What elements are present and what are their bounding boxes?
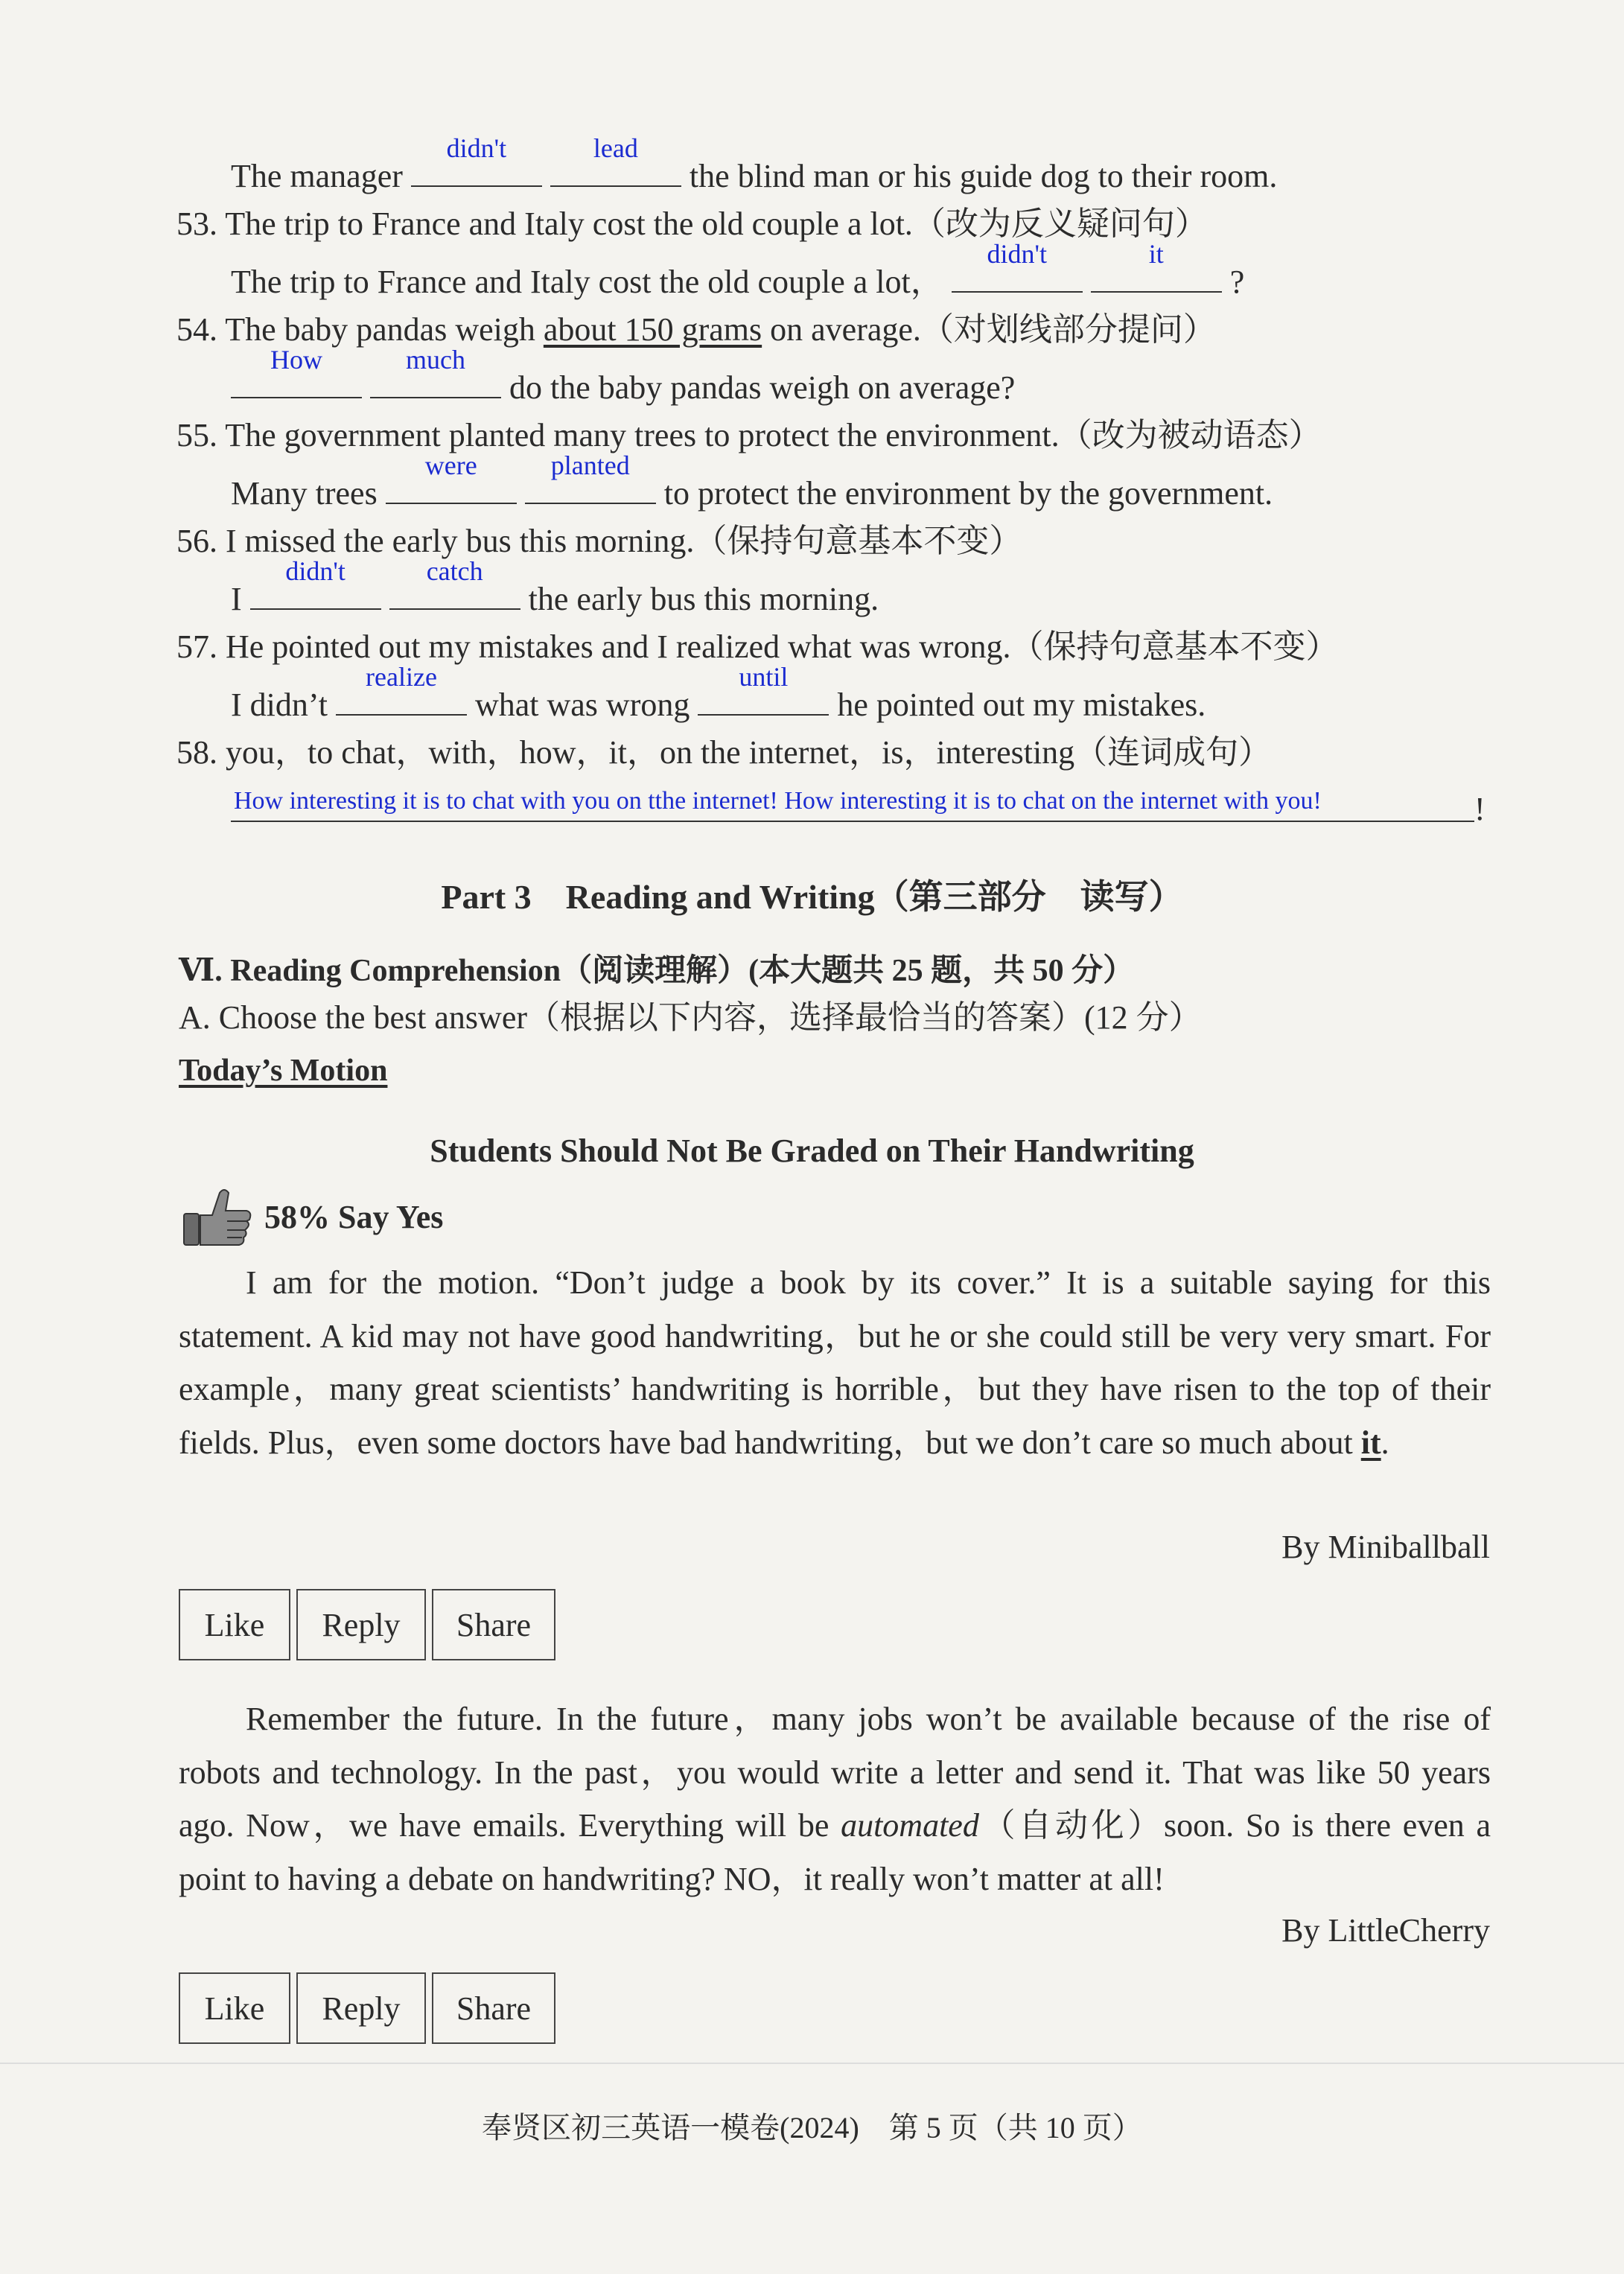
q55-answer-line: Many trees were planted to protect the environment by the government.: [231, 450, 1273, 512]
like-button[interactable]: Like: [179, 1589, 290, 1660]
q54-underlined-part: about 150 grams: [543, 311, 762, 348]
q52-line: The manager didn't lead the blind man or his guide dog to their room.: [231, 133, 1278, 194]
page-footer: 奉贤区初三英语一模卷(2024) 第 5 页（共 10 页）: [482, 2111, 1142, 2144]
like-button[interactable]: Like: [179, 1972, 290, 2044]
q55-blank-1: were: [386, 470, 517, 504]
todays-motion-label: Today’s Motion: [179, 1054, 388, 1088]
comment-1-author: By Miniballball: [1281, 1529, 1490, 1565]
comment-1-actions: [179, 1589, 555, 1660]
comment-1-it-word: it: [1360, 1424, 1381, 1461]
section-a-instruction: A. Choose the best answer（根据以下内容，选择最恰当的答案）(12 分）: [179, 999, 1202, 1036]
footer-divider: [0, 2063, 1624, 2064]
q58-answer-line: [231, 786, 1474, 822]
comment-2-actions: [179, 1972, 555, 2044]
part3-heading: Part 3 Reading and Writing（第三部分 读写）: [441, 878, 1183, 916]
q58-question: 58. you，to chat，with，how，it，on the internet，is，interesting（连词成句）: [176, 734, 1272, 771]
reply-button[interactable]: Reply: [296, 1589, 426, 1660]
q54-question: 54. The baby pandas weigh about 150 grams on average.（对划线部分提问）: [176, 311, 1216, 348]
q56-blank-2: catch: [389, 576, 520, 610]
q55-question: 55. The government planted many trees to protect the environment.（改为被动语态）: [176, 417, 1322, 453]
q53-answer-line: The trip to France and Italy cost the old couple a lot， didn't it ?: [231, 239, 1245, 300]
share-button[interactable]: Share: [432, 1589, 555, 1660]
q53-question: 53. The trip to France and Italy cost the old couple a lot.（改为反义疑问句）: [176, 206, 1208, 242]
comment-2-body: Remember the future. In the future，many jobs won’t be available because of the rise of robots and technology. In the past，you would write a letter and send it. That was like 50 years ago. Now，we have emails. Everything will be automated（自动化）soon. So is there even a point to having a debate on handwriting? NO，it really won’t matter at all!: [179, 1701, 1491, 1897]
q58-end-mark: !: [1474, 791, 1486, 827]
q57-blank-1: realize: [336, 681, 467, 716]
q53-blank-1: didn't: [952, 258, 1083, 293]
q57-blank-2: until: [698, 681, 829, 716]
q55-blank-2: planted: [525, 470, 656, 504]
q56-question: 56. I missed the early bus this morning.（保持句意基本不变）: [176, 523, 1022, 559]
q54-answer-line: How much do the baby pandas weigh on average?: [231, 364, 1015, 407]
vote-row: [182, 1185, 443, 1248]
q57-answer-line: I didn’t realize what was wrong until he pointed out my mistakes.: [231, 662, 1206, 723]
q54-blank-1: How: [231, 364, 362, 398]
motion-title: Students Should Not Be Graded on Their Handwriting: [430, 1133, 1194, 1169]
comment-1-body: I am for the motion. “Don’t judge a book by its cover.” It is a suitable saying for this statement. A kid may not have good handwriting，but he or she could still be very very smart. For example，many great scientists’ handwriting is horrible，but they have risen to the top of their fields. Plus，even some doctors have bad handwriting，but we don’t care so much about it.: [179, 1264, 1491, 1461]
q56-answer-line: I didn't catch the early bus this morning.: [231, 556, 879, 617]
q57-question: 57. He pointed out my mistakes and I realized what was wrong.（保持句意基本不变）: [176, 628, 1339, 665]
automated-word: automated: [841, 1807, 979, 1844]
share-button[interactable]: Share: [432, 1972, 555, 2044]
section-6-heading: Ⅵ. Reading Comprehension（阅读理解）(本大题共 25 题，共 50 分）: [179, 954, 1135, 988]
q52-blank-1: didn't: [411, 153, 542, 187]
q58-handwritten-answer: How interesting it is to chat with you on tthe internet! How interesting it is to chat on the internet with you!: [234, 787, 1322, 815]
reply-button[interactable]: Reply: [296, 1972, 426, 2044]
vote-percentage: 58% Say Yes: [264, 1198, 444, 1235]
comment-2-author: By LittleCherry: [1281, 1912, 1490, 1949]
q54-blank-2: much: [370, 364, 501, 398]
q56-blank-1: didn't: [250, 576, 381, 610]
thumbs-up-icon: [182, 1185, 254, 1248]
q52-blank-2: lead: [550, 153, 681, 187]
q53-blank-2: it: [1091, 258, 1222, 293]
